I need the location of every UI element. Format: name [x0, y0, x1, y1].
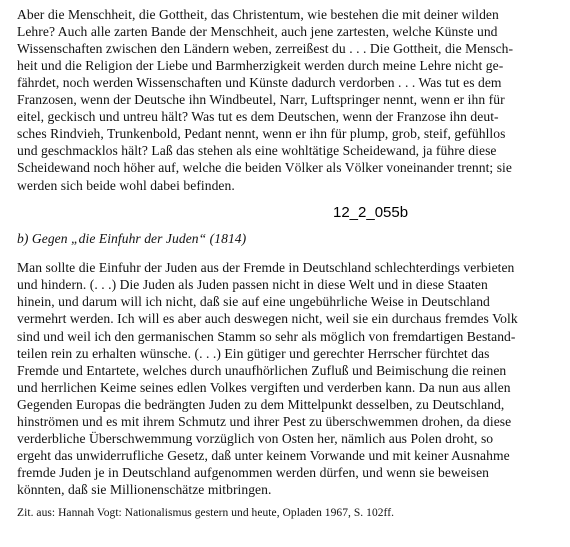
text-line: heit und die Religion der Liebe und Barmherzigkeit werden durch meine Lehre nicht ge- — [17, 58, 504, 73]
text-line: Gegenden Europas die bedrängten Juden zu dem Mittelpunkt desselben, zu Deutschland, — [17, 397, 505, 412]
text-line: ergeht das unwiderrufliche Gesetz, daß unter keinem Vorwande und mit keiner Ausnahme — [17, 448, 510, 463]
text-line: Aber die Menschheit, die Gottheit, das Christentum, wie bestehen die mit deiner wilden — [17, 7, 499, 22]
document-id: 12_2_055b — [333, 204, 409, 221]
text-line: Scheidewand noch höher auf, welche die beiden Völker als Völker voneinander trennt; sie — [17, 160, 512, 175]
text-line: Lehre? Auch alle zarten Bande der Menschheit, auch jene zartesten, welche Künste und — [17, 24, 498, 39]
text-line: hinströmen und es mit ihrem Schmutz und ihrer Pest zu überschwemmen drohen, da diese — [17, 414, 512, 429]
text-line: werden sich beide wohl dabei befinden. — [17, 178, 235, 193]
text-line: sches Rindvieh, Trunkenbold, Pedant nennt, wenn er ihn für plump, grob, steif, gefühllos — [17, 126, 506, 141]
text-line: eitel, geckisch und untreu hält? Was tut es dem Deutschen, wenn der Franzose ihn deut- — [17, 109, 499, 124]
text-line: Fremde und Entartete, welches durch unaufhörlichen Zufluß und Beimischung die reinen — [17, 363, 507, 378]
text-line: Franzosen, wenn der Deutsche ihn Windbeutel, Narr, Luftspringer nennt, wenn er ihn für — [17, 92, 505, 107]
text-line: und hindern. (. . .) Die Juden als Juden passen nicht in diese Welt und in diese Staaten — [17, 277, 488, 292]
text-line: Man sollte die Einfuhr der Juden aus der Fremde in Deutschland schlechterdings verbieten — [17, 260, 515, 275]
text-line: fremde Juden je in Deutschland aufgenommen werden dürfen, und wenn sie beweisen — [17, 465, 490, 480]
citation: Zit. aus: Hannah Vogt: Nationalismus gestern und heute, Opladen 1967, S. 102ff. — [17, 507, 395, 519]
text-line: verderbliche Überschwemmung vorzüglich von Osten her, nämlich aus Polen droht, so — [17, 431, 494, 446]
text-line: vermehrt werden. Ich will es aber auch deswegen nicht, weil sie ein durchaus fremdes Volk — [17, 311, 518, 326]
text-line: hinein, und darum will ich nicht, daß sie auf eine ungebührliche Weise in Deutschland — [17, 294, 490, 309]
text-line: sind und weil ich den germanischen Stamm so sehr als möglich von fremdartigen Bestand- — [17, 329, 516, 344]
text-line: teilen rein zu erhalten wünsche. (. . .) Ein gütiger und gerechter Herrscher fürchtet das — [17, 346, 490, 361]
text-line: Wissenschaften zwischen den Ländern weben, zerreißest du . . . Die Gottheit, die Mensch- — [17, 41, 514, 56]
section-heading: b) Gegen „die Einfuhr der Juden“ (1814) — [17, 231, 247, 246]
text-line: und geschmacklos hält? Laß das stehen als eine wohltätige Scheidewand, ja führe diese — [17, 143, 497, 158]
text-line: und herrlichen Keime seines edlen Volkes vergiften und verderben kann. Da nun aus allen — [17, 380, 511, 395]
text-line: könnten, daß sie Millionenschätze mitbringen. — [17, 482, 272, 497]
text-line: fährdet, noch werden Wissenschaften und Künste dadurch verdorben . . . Was tut es dem — [17, 75, 502, 90]
